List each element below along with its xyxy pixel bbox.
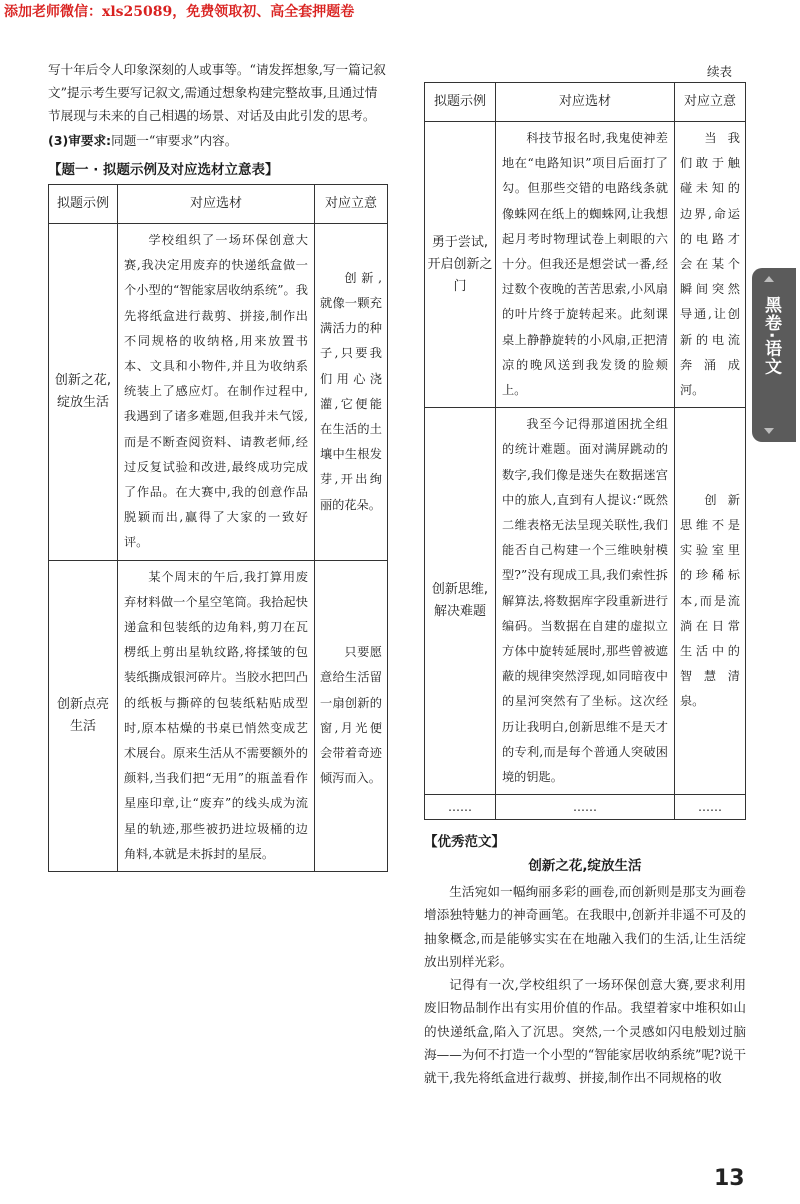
row-theme: 创新思维不是实验室里的珍稀标本,而是流淌在日常生活中的智慧清泉。 (675, 408, 746, 795)
side-tab-label: 黑卷·语文 (761, 296, 781, 376)
essay-paragraph: 记得有一次,学校组织了一场环保创意大赛,要求利用废旧物品制作出有实用价值的作品。我望着家中堆积如山的快递纸盒,陷入了沉思。突然,一个灵感如闪电般划过脑海——为何不打造一个小型的“智能家居收纳系统”呢?说干就干,我先将纸盒进行裁剪、拼接,制作出不同规格的收 (424, 977, 746, 1085)
left-column (48, 58, 388, 872)
essay-paragraph: 生活宛如一幅绚丽多彩的画卷,而创新则是那支为画卷增添独特魅力的神奇画笔。在我眼中,创新并非遥不可及的抽象概念,而是能够实实在在地融入我们的生活,让生活绽放出别样光彩。 (424, 884, 746, 969)
ellipsis-cell: …… (425, 795, 496, 820)
requirement-line (48, 129, 388, 152)
subject-side-tab (752, 268, 796, 442)
table-row (49, 224, 388, 561)
table-row (425, 122, 746, 408)
table-header-row (425, 83, 746, 122)
ellipsis-cell: …… (496, 795, 675, 820)
header-theme: 对应立意 (315, 185, 388, 224)
essay-tag: 【优秀范文】 (424, 834, 505, 851)
row-title: 创新之花,绽放生活 (49, 224, 118, 561)
row-title: 勇于尝试,开启创新之门 (425, 122, 496, 408)
triangle-up-icon (764, 276, 774, 282)
row-theme: 当我们敢于触碰未知的边界,命运的电路才会在某个瞬间突然导通,让创新的电流奔涌成河。 (675, 122, 746, 408)
right-column (424, 62, 746, 1089)
section-title: 【题一 · 拟题示例及对应选材立意表】 (48, 162, 279, 178)
row-material: 我至今记得那道困扰全组的统计难题。面对满屏跳动的数字,我们像是迷失在数据迷宫中的旅人,直到有人提议:“既然二维表格无法呈现关联性,我们能否自己构建一个三维映射模型?”没有现成工具,我们索性拆解算法,将数据库字段重新进行编码。当数据在自建的虚拟立方体中旋转延展时,那些曾被遮蔽的规律突然浮现,如同暗夜中的星河突然有了坐标。这次经历让我明白,创新思维不是天才的专利,而是每个普通人突破困境的钥匙。 (496, 408, 675, 795)
ellipsis-row (425, 795, 746, 820)
header-title-example: 拟题示例 (49, 185, 118, 224)
row-material: 科技节报名时,我鬼使神差地在“电路知识”项目后面打了勾。但那些交错的电路线条就像蛛网在纸上的蜘蛛网,让我想起月考时物理试卷上刺眼的六十分。但我还是想尝试一番,经过数个夜晚的苦苦思索,小风扇的叶片终于旋转起来。此刻课桌上静静旋转的小风扇,正把清凉的晚风送到我发烫的脸颊上。 (496, 122, 675, 408)
watermark-banner: 添加老师微信：xls25089，免费领取初、高全套押题卷 (4, 4, 355, 20)
header-title-example: 拟题示例 (425, 83, 496, 122)
table-row (425, 408, 746, 795)
row-theme: 只要愿意给生活留一扇创新的窗,月光便会带着奇迹倾泻而入。 (315, 560, 388, 871)
page-number: 13 (714, 1166, 745, 1191)
ellipsis-cell: …… (675, 795, 746, 820)
requirement-text: 同题一“审要求”内容。 (111, 133, 238, 148)
ideas-table-left (48, 184, 388, 872)
table-header-row (49, 185, 388, 224)
row-theme: 创新,就像一颗充满活力的种子,只要我们用心浇灌,它便能在生活的土壤中生根发芽,开出绚丽的花朵。 (315, 224, 388, 561)
table-row (49, 560, 388, 871)
row-material: 学校组织了一场环保创意大赛,我决定用废弃的快递纸盒做一个小型的“智能家居收纳系统”。我先将纸盒进行裁剪、拼接,制作出不同规格的收纳格,用来放置书本、文具和小物件,并且为收纳系统装上了感应灯。在制作过程中,我遇到了诸多难题,但我并未气馁,而是不断查阅资料、请教老师,经过反复试验和改进,最终成功完成了作品。在大赛中,我的创意作品脱颖而出,赢得了大家的一致好评。 (118, 224, 315, 561)
triangle-down-icon (764, 428, 774, 434)
row-material: 某个周末的午后,我打算用废弃材料做一个星空笔筒。我拾起快递盒和包装纸的边角料,剪刀在瓦楞纸上剪出星轨纹路,将揉皱的包装纸撕成银河碎片。当胶水把凹凸的纸板与撕碎的包装纸粘贴成型时,原本枯燥的书桌已悄然变成艺术展台。原来生活从不需要额外的颜料,当我们把“无用”的瓶盖看作星座印章,让“废弃”的线头成为流星的轨迹,那些被扔进垃圾桶的边角料,本就是未拆封的星辰。 (118, 560, 315, 871)
ideas-table-right (424, 82, 746, 820)
continued-label: 续表 (706, 64, 732, 79)
header-material: 对应选材 (496, 83, 675, 122)
essay-title: 创新之花,绽放生活 (528, 858, 642, 875)
row-title: 创新点亮生活 (49, 560, 118, 871)
header-theme: 对应立意 (675, 83, 746, 122)
row-title: 创新思维,解决难题 (425, 408, 496, 795)
intro-section (48, 58, 388, 152)
header-material: 对应选材 (118, 185, 315, 224)
requirement-label: (3)审要求: (48, 133, 112, 148)
model-essay (424, 830, 746, 1089)
intro-paragraph: 写十年后令人印象深刻的人或事等。“请发挥想象,写一篇记叙文”提示考生要写记叙文,需通过想象构建完整故事,且通过情节展现与未来的自己相遇的场景、对话及由此引发的思考。 (48, 62, 386, 123)
